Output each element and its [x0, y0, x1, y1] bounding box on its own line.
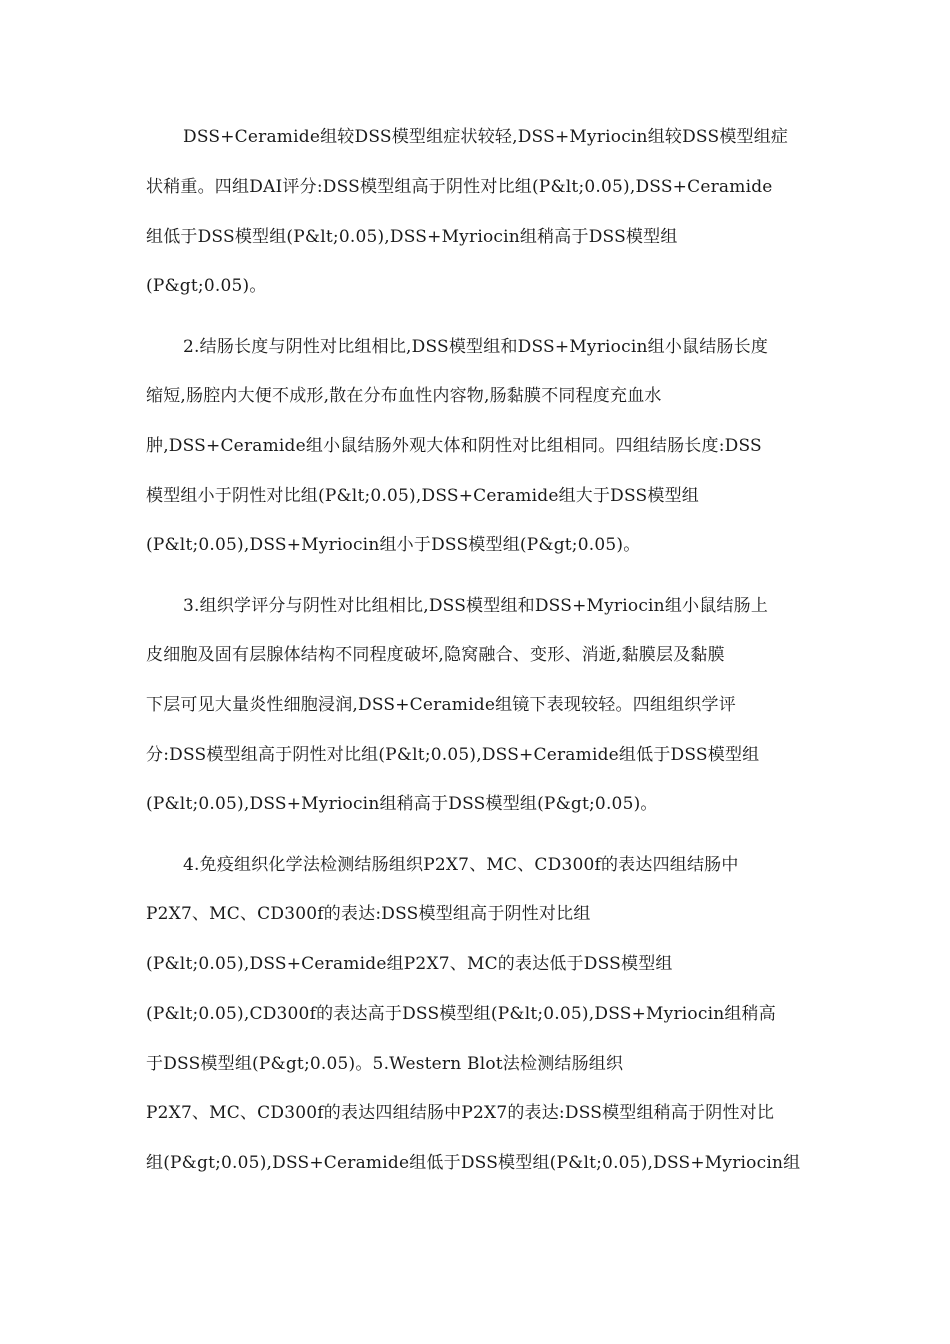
text-line: 组(P&gt;0.05),DSS+Ceramide组低于DSS模型组(P&lt;0.05),DSS+Myriocin组: [146, 1153, 801, 1173]
text-line: 缩短,肠腔内大便不成形,散在分布血性内容物,肠黏膜不同程度充血水: [146, 386, 662, 406]
text-line: 组低于DSS模型组(P&lt;0.05),DSS+Myriocin组稍高于DSS模型组: [146, 227, 678, 247]
text-line: DSS+Ceramide组较DSS模型组症状较轻,DSS+Myriocin组较DSS模型组症: [183, 127, 789, 147]
text-line: P2X7、MC、CD300f的表达四组结肠中P2X7的表达:DSS模型组稍高于阴性对比: [146, 1103, 775, 1123]
text-line: (P&lt;0.05),CD300f的表达高于DSS模型组(P&lt;0.05),DSS+Myriocin组稍高: [146, 1004, 776, 1024]
text-line: 状稍重。四组DAI评分:DSS模型组高于阴性对比组(P&lt;0.05),DSS+Ceramide: [146, 177, 773, 197]
text-line: 2.结肠长度与阴性对比组相比,DSS模型组和DSS+Myriocin组小鼠结肠长度: [183, 337, 769, 357]
text-line: (P&gt;0.05)。: [146, 276, 267, 296]
text-line: 模型组小于阴性对比组(P&lt;0.05),DSS+Ceramide组大于DSS模型组: [146, 486, 700, 506]
text-line: 于DSS模型组(P&gt;0.05)。5.Western Blot法检测结肠组织: [146, 1054, 624, 1074]
text-line: 4.免疫组织化学法检测结肠组织P2X7、MC、CD300f的表达四组结肠中: [183, 855, 739, 875]
text-line: 皮细胞及固有层腺体结构不同程度破坏,隐窝融合、变形、消逝,黏膜层及黏膜: [146, 645, 725, 665]
text-line: 分:DSS模型组高于阴性对比组(P&lt;0.05),DSS+Ceramide组低于DSS模型组: [146, 745, 760, 765]
text-line: 3.组织学评分与阴性对比组相比,DSS模型组和DSS+Myriocin组小鼠结肠上: [183, 596, 769, 616]
text-line: P2X7、MC、CD300f的表达:DSS模型组高于阴性对比组: [146, 904, 591, 924]
text-line: (P&lt;0.05),DSS+Myriocin组小于DSS模型组(P&gt;0.05)。: [146, 535, 641, 555]
text-line: 肿,DSS+Ceramide组小鼠结肠外观大体和阴性对比组相同。四组结肠长度:DSS: [146, 436, 762, 456]
text-line: 下层可见大量炎性细胞浸润,DSS+Ceramide组镜下表现较轻。四组组织学评: [146, 695, 736, 715]
text-line: (P&lt;0.05),DSS+Myriocin组稍高于DSS模型组(P&gt;0.05)。: [146, 794, 658, 814]
text-line: (P&lt;0.05),DSS+Ceramide组P2X7、MC的表达低于DSS模型组: [146, 954, 673, 974]
